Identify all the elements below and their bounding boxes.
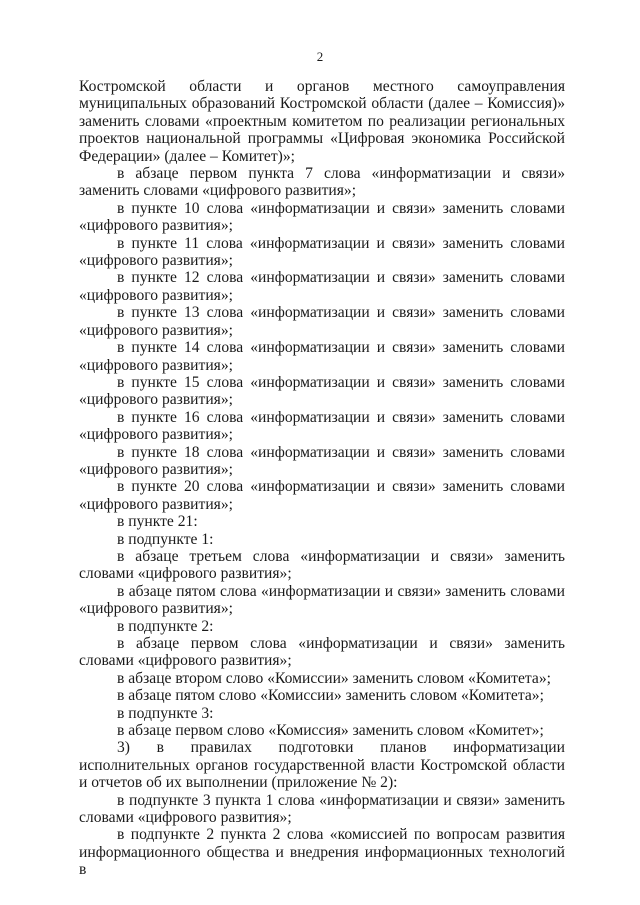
paragraph: в пункте 12 слова «информатизации и связи» заменить словами «цифрового развития»; <box>79 269 565 304</box>
paragraph: 3) в правилах подготовки планов информатизации исполнительных органов государственной власти Костромской области и отчетов об их выполнении (приложение № 2): <box>79 739 565 792</box>
document-body <box>79 78 565 879</box>
paragraph: в пункте 14 слова «информатизации и связи» заменить словами «цифрового развития»; <box>79 339 565 374</box>
paragraph: в абзаце пятом слова «информатизации и связи» заменить словами «цифрового развития»; <box>79 582 565 618</box>
paragraph: в подпункте 3: <box>117 704 214 722</box>
paragraph: в абзаце втором слово «Комиссии» заменить словом «Комитета»; <box>117 669 551 687</box>
paragraph: в абзаце первом слово «Комиссия» заменить словом «Комитет»; <box>117 722 544 740</box>
paragraph: в подпункте 1: <box>117 530 214 548</box>
paragraph: в подпункте 2 пункта 2 слова «комиссией по вопросам развития информационного общества и внедрения информационных технологий в <box>79 826 565 879</box>
paragraph: в пункте 15 слова «информатизации и связи» заменить словами «цифрового развития»; <box>79 373 565 409</box>
paragraph: в пункте 21: <box>117 513 198 531</box>
paragraph: в подпункте 2: <box>117 617 214 635</box>
paragraph: в пункте 20 слова «информатизации и связи» заменить словами «цифрового развития»; <box>79 478 565 513</box>
paragraph: в абзаце третьем слова «информатизации и связи» заменить словами «цифрового развития»; <box>79 547 565 583</box>
paragraph: в абзаце первом пункта 7 слова «информатизации и связи» заменить словами «цифрового развития»; <box>79 165 565 200</box>
paragraph: в пункте 11 слова «информатизации и связи» заменить словами «цифрового развития»; <box>79 234 565 270</box>
paragraph: в пункте 18 слова «информатизации и связи» заменить словами «цифрового развития»; <box>79 443 565 478</box>
paragraph: в пункте 13 слова «информатизации и связи» заменить словами «цифрового развития»; <box>79 304 565 339</box>
page-number: 2 <box>316 49 324 64</box>
paragraph: в пункте 10 слова «информатизации и связи» заменить словами «цифрового развития»; <box>79 199 565 235</box>
paragraph: в абзаце первом слова «информатизации и связи» заменить словами «цифрового развития»; <box>79 635 565 670</box>
paragraph: в подпункте 3 пункта 1 слова «информатизации и связи» заменить словами «цифрового развития»; <box>79 791 565 827</box>
paragraph: Костромской области и органов местного самоуправления муниципальных образований Костромской области (далее – Комиссия)» заменить словами «проектным комитетом по реализации региональных проектов национальной программы «Цифровая экономика Российской Федерации» (далее – Комитет)»; <box>79 78 565 165</box>
paragraph: в пункте 16 слова «информатизации и связи» заменить словами «цифрового развития»; <box>79 408 565 444</box>
paragraph: в абзаце пятом слово «Комиссии» заменить словом «Комитета»; <box>117 687 544 705</box>
